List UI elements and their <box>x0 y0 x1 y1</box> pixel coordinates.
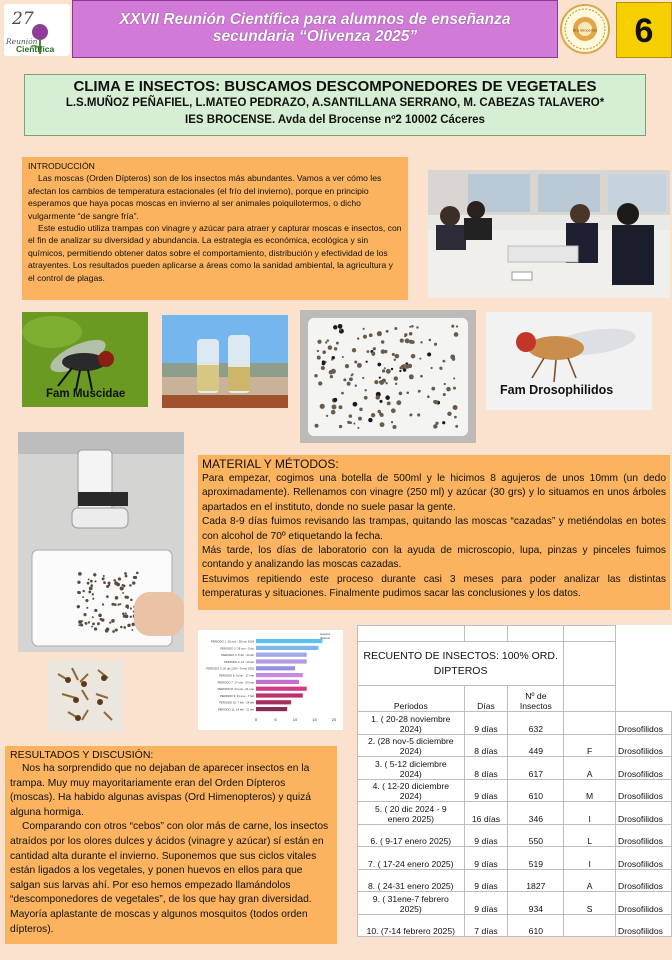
cell-dias: 7 días <box>464 914 508 937</box>
cell-insect-count: 550 <box>508 824 564 847</box>
cell-periodo: 8. ( 24-31 enero 2025) <box>358 869 465 892</box>
material-methods-section <box>198 455 670 610</box>
trap-specimens-tray-photo <box>300 310 476 443</box>
table-row <box>358 734 672 757</box>
cell-periodo: 5. ( 20 dic 2024 - 9 enero 2025) <box>358 802 465 825</box>
chart-category-label: PERIODO 6: 9 ene - 17 ene <box>219 673 254 678</box>
chart-category-label: PERIODO 8: 24 ene - 31 ene <box>217 687 254 692</box>
trap-bottles-photo <box>162 315 288 408</box>
cell-side-letter: L <box>564 824 616 847</box>
chart-category-label: PERIODO 7: 17 ene - 24 ene <box>217 680 254 685</box>
poster-number: 6 <box>616 2 672 58</box>
chart-tick-label: 5 <box>274 716 277 722</box>
cell-family: Drosofilidos <box>616 824 672 847</box>
cell-dias: 9 días <box>464 892 508 915</box>
chart-category-label: PERIODO 3: 5 dic - 12 dic <box>221 653 254 658</box>
cell-family: Drosofilidos <box>616 892 672 915</box>
cell-dias: 16 días <box>464 802 508 825</box>
cell-periodo: 2. (28 nov-5 diciembre 2024) <box>358 734 465 757</box>
table-row <box>358 869 672 892</box>
results-paragraph-1: Nos ha sorprendido que no dejaban de aparecer insectos en la trampa. Muy muy mayoritariamente eran del Orden Dípteros (moscas). Ha habido algunas avispas (Ord Himenopteros) y quizá alguna hormiga. <box>10 763 312 818</box>
insect-count-chart <box>198 630 343 730</box>
table-row <box>358 914 672 937</box>
cell-family: Drosofilidos <box>616 869 672 892</box>
cell-side-letter: S <box>564 892 616 915</box>
table-row <box>358 712 672 735</box>
cell-periodo: 10. (7-14 febrero 2025) <box>358 914 465 937</box>
cell-side-letter: A <box>564 869 616 892</box>
poster-title: CLIMA E INSECTOS: BUSCAMOS DESCOMPONEDORES DE VEGETALES <box>73 78 597 95</box>
cell-side-letter: M <box>564 779 616 802</box>
microscope-photo <box>18 432 184 652</box>
institution: IES BROCENSE. Avda del Brocense nº2 10002 Cáceres <box>185 114 485 126</box>
chart-bar <box>256 680 299 684</box>
table-row <box>358 802 672 825</box>
cell-side-letter <box>564 712 616 735</box>
cell-family: Drosofilidos <box>616 734 672 757</box>
cell-insect-count: 934 <box>508 892 564 915</box>
cell-family: Drosofilidos <box>616 802 672 825</box>
school-seal <box>560 4 610 54</box>
material-paragraph-2: Cada 8-9 días fuimos revisando las trampas, quitando las moscas “cazadas” y metiéndolas en botes con alcohol de 70º etiquetando la fecha. <box>202 516 666 542</box>
cell-insect-count: 632 <box>508 712 564 735</box>
cell-side-letter: I <box>564 802 616 825</box>
table-row <box>358 847 672 870</box>
students-classroom-photo <box>428 170 670 298</box>
cell-dias: 8 días <box>464 757 508 780</box>
results-paragraph-2: Comparando con otros “cebos” con olor más de carne, los insectos atraídos por los olores dulces y ácidos (vinagre y azúcar) sí están en cantidad alta durante el invierno. Suponemos que sus ciclos vitales están ligados a los vegetales, y ponen huevos en ellos para que salgan sus larvas ahí. Por eso hemos empezado llamándolos “descomponedores de vegetales”, de los que hay gran diversidad. Mayoría aplastante de moscas y algunos mosquitos (todos orden dípteros). <box>10 821 329 935</box>
muscidae-caption: Fam Muscidae <box>46 388 126 400</box>
table-row <box>358 779 672 802</box>
insect-count-table <box>357 625 672 960</box>
reunion-logo <box>4 4 70 56</box>
chart-bar <box>256 639 322 643</box>
cell-insect-count: 617 <box>508 757 564 780</box>
cell-insect-count: 1827 <box>508 869 564 892</box>
chart-bar <box>256 673 303 677</box>
cell-dias: 9 días <box>464 779 508 802</box>
cell-periodo: 6. ( 9-17 enero 2025) <box>358 824 465 847</box>
cell-side-letter: F <box>564 734 616 757</box>
cell-family: Drosofilidos <box>616 779 672 802</box>
logo-text-1: Reunión <box>6 37 38 46</box>
chart-tick-label: 15 <box>312 716 317 722</box>
table-title-line-1: RECUENTO DE INSECTOS: 100% ORD. <box>363 649 558 662</box>
drosophila-caption: Fam Drosophilidos <box>500 383 614 397</box>
header-dias: Días <box>464 686 508 712</box>
chart-category-label: PERIODO 11: 14 feb - 21 feb <box>217 707 254 712</box>
cell-insect-count: 449 <box>508 734 564 757</box>
cell-family: Drosofilidos <box>616 712 672 735</box>
material-heading: MATERIAL Y MÉTODOS: <box>202 457 339 471</box>
cell-insect-count: 610 <box>508 914 564 937</box>
chart-category-label: PERIODO 9: 31 ene - 7 feb <box>219 693 254 698</box>
chart-bar <box>256 646 318 650</box>
cell-dias: 9 días <box>464 869 508 892</box>
results-section <box>5 746 337 944</box>
cell-family: Drosofilidos <box>616 757 672 780</box>
insect-specimens-photo <box>48 660 124 732</box>
chart-bar <box>256 653 307 657</box>
table-title <box>358 642 564 686</box>
intro-section <box>22 157 408 300</box>
intro-paragraph-2: Este estudio utiliza trampas con vinagre y azúcar para atraer y capturar moscas e insectos, con el fin de analizar su diversidad y abundancia. La estrategia es económica, ecológica y sin químicos, permitiendo obtener datos sobre el comportamiento, distribución y efectividad de los atrayentes. Los resultados pueden aplicarse a áreas como la sanidad ambiental, la agricultura y el control de plagas. <box>28 223 402 283</box>
cell-side-letter <box>564 914 616 937</box>
cell-insect-count: 610 <box>508 779 564 802</box>
title-box <box>24 74 646 136</box>
chart-bar <box>256 687 307 691</box>
material-paragraph-1: Para empezar, cogimos una botella de 500ml y le hicimos 8 agujeros de unos 10mm (un dedo aproximadamente). Rellenamos con vinagre (250 ml) y azúcar (30 grs) y lo situamos en unos árboles apartados en el instituto, donde no suele pasar la gente. <box>202 473 666 513</box>
chart-bar <box>256 707 287 711</box>
cell-family: Drosofilidos <box>616 914 672 937</box>
cell-periodo: 1. ( 20-28 noviembre 2024) <box>358 712 465 735</box>
chart-legend-label: insectos <box>320 632 331 636</box>
cell-dias: 8 días <box>464 734 508 757</box>
chart-category-label: PERIODO 2: 28 nov - 5 dic <box>220 646 254 651</box>
cell-periodo: 7. ( 17-24 enero 2025) <box>358 847 465 870</box>
cell-side-letter: A <box>564 757 616 780</box>
banner-line-2: secundaria “Olivenza 2025” <box>212 28 418 45</box>
chart-category-label: PERIODO 1: 20 nov - 28 nov 2024 <box>210 639 254 644</box>
chart-bar <box>256 700 291 704</box>
chart-bar <box>256 659 307 663</box>
intro-heading: INTRODUCCIÓN <box>28 161 95 171</box>
seal-text: IES Brocense <box>572 27 598 33</box>
chart-category-label: PERIODO 4: 12 - 20 dic <box>224 659 254 664</box>
results-heading: RESULTADOS Y DISCUSIÓN: <box>10 749 154 761</box>
cell-insect-count: 346 <box>508 802 564 825</box>
cell-side-letter: I <box>564 847 616 870</box>
chart-tick-label: 20 <box>331 716 337 722</box>
intro-paragraph-1: Las moscas (Orden Dípteros) son de los insectos más abundantes. Vamos a ver cómo les afectan los cambios de temperatura estacionales (el frío del invierno), porque en principio esperamos que haya pocas moscas en invierno al ser animales poiquilotermos, o dicho vulgarmente “de sangre fría”. <box>28 173 382 221</box>
chart-tick-label: 0 <box>254 716 258 722</box>
table-row <box>358 892 672 915</box>
chart-legend-label: dipteros <box>320 636 330 640</box>
logo-number: 27 <box>12 9 34 29</box>
table-row <box>358 757 672 780</box>
chart-bar <box>256 666 295 670</box>
cell-family: Drosofilidos <box>616 847 672 870</box>
logo-text-2: Científica <box>16 44 55 54</box>
table-title-line-2: DIPTEROS <box>433 664 488 677</box>
authors: L.S.MUÑOZ PEÑAFIEL, L.MATEO PEDRAZO, A.SANTILLANA SERRANO, M. CABEZAS TALAVERO* <box>65 97 605 109</box>
chart-bar <box>256 693 303 697</box>
banner-line-1: XXVII Reunión Científica para alumnos de enseñanza <box>119 11 511 28</box>
chart-tick-label: 10 <box>292 716 298 722</box>
header-banner <box>72 0 558 58</box>
cell-periodo: 3. ( 5-12 diciembre 2024) <box>358 757 465 780</box>
cell-dias: 9 días <box>464 847 508 870</box>
header-periodos: Periodos <box>358 686 465 712</box>
table-row <box>358 824 672 847</box>
cell-dias: 9 días <box>464 712 508 735</box>
material-paragraph-3: Más tarde, los días de laboratorio con la ayuda de microscopio, lupa, pinzas y pinceles fuimos contando y analizando las moscas cazadas. <box>202 545 666 571</box>
cell-dias: 9 días <box>464 824 508 847</box>
chart-category-label: PERIODO 5: 20 dic 2024 - 9 ene 2025 <box>206 666 254 671</box>
cell-periodo: 9. ( 31ene-7 febrero 2025) <box>358 892 465 915</box>
chart-category-label: PERIODO 10: 7 feb - 14 feb <box>219 700 254 705</box>
header-insectos: Nº de Insectos <box>508 686 564 712</box>
cell-insect-count: 519 <box>508 847 564 870</box>
material-paragraph-4: Estuvimos repitiendo este proceso durante casi 3 meses para poder analizar las distintas temperaturas y situaciones. Finalmente pudimos sacar las conclusiones y los datos. <box>202 573 666 600</box>
cell-periodo: 4. ( 12-20 diciembre 2024) <box>358 779 465 802</box>
